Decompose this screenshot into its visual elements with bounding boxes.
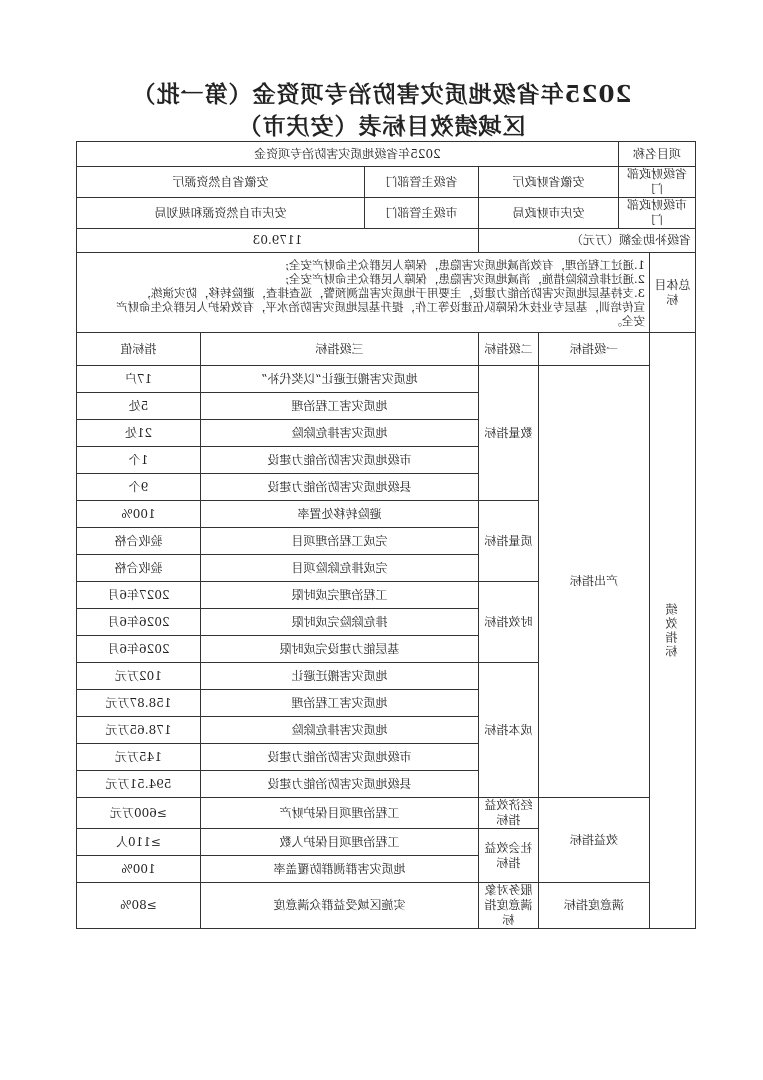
prov-finance-value: 安徽省财政厅 [478, 167, 618, 198]
indicator-name: 县级地质灾害防治能力建设 [200, 771, 478, 798]
indicator-value: ≥600万元 [76, 798, 200, 829]
indicator-value: 2026年6月 [76, 636, 200, 663]
indicator-name: 地质灾害群测群防覆盖率 [200, 856, 478, 883]
indicator-value: 验收合格 [76, 528, 200, 555]
indicator-name: 地质灾害工程治理 [200, 393, 478, 420]
group-timeliness: 时效指标 [478, 582, 538, 663]
group-quantity: 数量指标 [478, 366, 538, 501]
col-header-level3: 三级指标 [200, 333, 478, 366]
city-finance-value: 安庆市财政局 [478, 198, 618, 229]
goal-line: 2.通过排危除险措施，消减地质灾害隐患，保障人民群众生命财产安全; [285, 271, 645, 286]
indicator-value: 2027年6月 [76, 582, 200, 609]
indicator-name: 实施区域受益群众满意度 [200, 883, 478, 929]
indicator-value: 2026年6月 [76, 609, 200, 636]
city-dept-value: 安庆市自然资源和规划局 [76, 198, 364, 229]
goal-line: 安全。 [610, 313, 645, 328]
goal-line: 宣传培训，基层专业技术保障队伍建设等工作，提升基层地质灾害防治水平，有效保护人民群众生命财产 [116, 299, 645, 314]
indicator-value: ≥80% [76, 883, 200, 929]
group-economic: 经济效益指标 [478, 798, 538, 829]
perf-indicator-label: 绩效指标 [650, 333, 696, 929]
output-indicator-label: 产出指标 [538, 366, 649, 798]
group-cost: 成本指标 [478, 663, 538, 798]
indicator-name: 排危除险完成时限 [200, 609, 478, 636]
indicator-value: 17户 [76, 366, 200, 393]
indicator-name: 地质灾害排危除险 [200, 420, 478, 447]
project-name-label: 项目名称 [618, 142, 695, 167]
indicator-value: 1个 [76, 447, 200, 474]
indicator-value: 9个 [76, 474, 200, 501]
indicator-value: 145万元 [76, 744, 200, 771]
indicator-value: 100% [76, 856, 200, 883]
indicator-name: 地质灾害搬迁避让 [200, 663, 478, 690]
indicator-value: 5处 [76, 393, 200, 420]
city-dept-label: 市级主管部门 [364, 198, 478, 229]
city-finance-label: 市级财政部门 [618, 198, 695, 229]
group-service: 服务对象满意度指标 [478, 883, 538, 929]
indicator-name: 完成排危除险项目 [200, 555, 478, 582]
indicator-value: 594.51万元 [76, 771, 200, 798]
col-header-value: 指标值 [76, 333, 200, 366]
indicator-name: 工程治理项目保护人数 [200, 829, 478, 856]
indicator-value: 21处 [76, 420, 200, 447]
group-social: 社会效益指标 [478, 829, 538, 883]
indicator-value: 100% [76, 501, 200, 528]
indicator-name: 地质灾害搬迁避让“以奖代补” [200, 366, 478, 393]
prov-dept-value: 安徽省自然资源厅 [76, 167, 364, 198]
indicator-name: 基层能力建设完成时限 [200, 636, 478, 663]
subsidy-label: 省级补助金额（万元） [478, 229, 695, 253]
indicator-value: 102万元 [76, 663, 200, 690]
indicator-value: 158.87万元 [76, 690, 200, 717]
indicator-name: 地质灾害排危除险 [200, 717, 478, 744]
indicator-name: 地质灾害工程治理 [200, 690, 478, 717]
effect-indicator-label: 效益指标 [538, 798, 649, 883]
col-header-level2: 二级指标 [478, 333, 538, 366]
prov-dept-label: 省级主管部门 [364, 167, 478, 198]
goal-line: 1.通过工程治理，有效消减地质灾害隐患，保障人民群众生命财产安全; [285, 257, 645, 272]
indicator-value: ≥110人 [76, 829, 200, 856]
col-header-level1: 一级指标 [538, 333, 649, 366]
indicator-name: 县级地质灾害防治能力建设 [200, 474, 478, 501]
goal-line: 3.支持基层地质灾害防治能力建设，主要用于地质灾害监测预警，巡查排查，避险转移，防灾演练， [139, 285, 645, 300]
prov-finance-label: 省级财政部门 [618, 167, 695, 198]
document-title-line1: 2025年省级地质灾害防治专项资金（第一批） [131, 81, 632, 108]
indicator-name: 市级地质灾害防治能力建设 [200, 447, 478, 474]
indicator-name: 工程治理完成时限 [200, 582, 478, 609]
overall-goal-label: 总体目标 [650, 253, 696, 333]
overall-goal-text [76, 253, 649, 333]
indicator-name: 完成工程治理项目 [200, 528, 478, 555]
indicator-value: 验收合格 [76, 555, 200, 582]
project-name-value: 2025年省级地质灾害防治专项资金 [76, 142, 618, 167]
indicator-name: 市级地质灾害防治能力建设 [200, 744, 478, 771]
performance-target-table [76, 141, 696, 929]
group-quality: 质量指标 [478, 501, 538, 582]
indicator-value: 178.65万元 [76, 717, 200, 744]
subsidy-value: 1179.03 [76, 229, 478, 253]
indicator-name: 避险转移处置率 [200, 501, 478, 528]
satisfaction-indicator-label: 满意度指标 [538, 883, 649, 929]
document-title-line2: 区域绩效目标表（安庆市） [237, 113, 526, 140]
indicator-name: 工程治理项目保护财产 [200, 798, 478, 829]
